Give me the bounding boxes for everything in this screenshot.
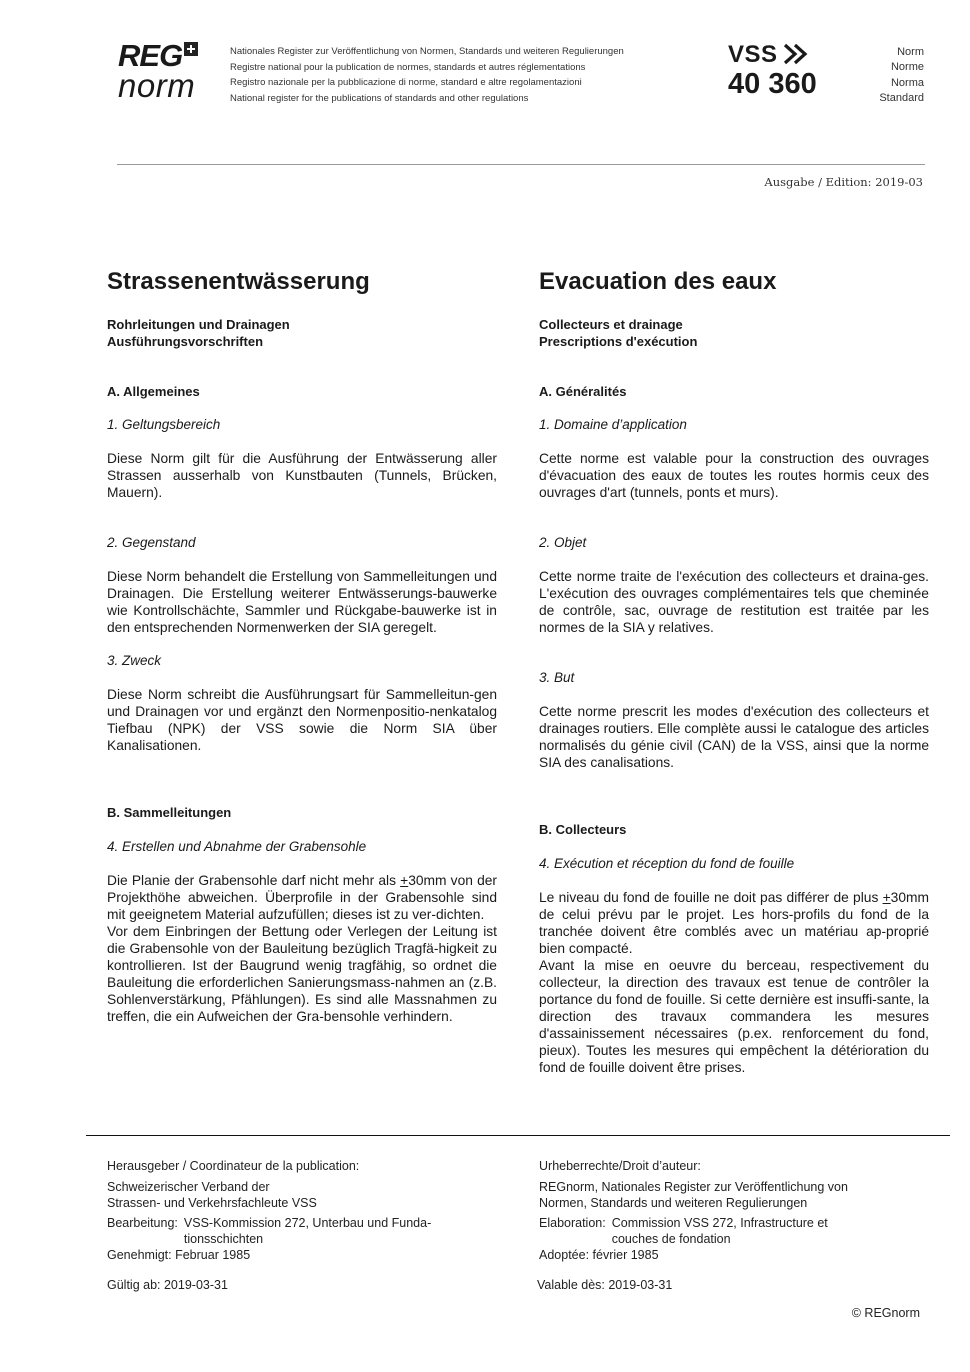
section-4-text-de-end: 30mm von der Projekthöhe abweichen. Überprofile in der Grabensohle sind mit geeignetem Material aufzufüllen; dieses ist zu ver-dichten. bbox=[107, 873, 498, 922]
swiss-cross-icon bbox=[184, 42, 198, 56]
doc-type-de: Norm bbox=[897, 46, 924, 58]
copyright-notice: © REGnorm bbox=[851, 1306, 920, 1320]
section-a-heading-de: A. Allgemeines bbox=[107, 384, 200, 399]
section-1-text-fr: Cette norme est valable pour la construction des ouvrages d'évacuation des eaux de toutes les routes hormis ceux des ouvrages d'art (tunnels, ponts et murs). bbox=[539, 451, 929, 500]
approved-de: Genehmigt: Februar 1985 bbox=[107, 1248, 251, 1262]
footer-divider bbox=[86, 1135, 950, 1136]
doc-type-en: Standard bbox=[879, 91, 924, 104]
subtitle-de-2: Ausführungsvorschriften bbox=[107, 334, 264, 349]
regnorm-logo bbox=[118, 40, 218, 106]
section-2-heading-de: 2. Gegenstand bbox=[107, 535, 196, 550]
section-4-heading-fr: 4. Exécution et réception du fond de fouille bbox=[539, 856, 795, 871]
section-3-text-de: Diese Norm schreibt die Ausführungsart für Sammelleitun-gen und Drainagen vor und ergänzt den Normenpositio-nenkatalog Tiefbau (NPK) der VSS sowie die Norm SIA über Kanalisationen. bbox=[107, 687, 497, 753]
section-1-heading-de: 1. Geltungsbereich bbox=[107, 417, 221, 432]
publisher-name-1: Schweizerischer Verband der bbox=[107, 1180, 270, 1194]
doc-type-it: Norma bbox=[890, 76, 924, 89]
section-4-text-fr bbox=[539, 889, 929, 957]
section-4-text-fr-2: Avant la mise en oeuvre du berceau, respectivement du collecteur, la direction des travaux est tenue de contrôler la portance du fond de fouille. Si cette dernière est insuffi-sante, la direction des travaux commandera les mesures d'assainissement nécessaires (p.ex. renforcement du fond, pieux). Toutes les mesures qui empêchent la détérioration du fond de fouille doivent être prises. bbox=[539, 958, 929, 1075]
section-b-heading-fr: B. Collecteurs bbox=[539, 822, 627, 837]
valid-from-de: Gültig ab: 2019-03-31 bbox=[107, 1278, 228, 1292]
register-description bbox=[230, 44, 624, 106]
register-line-fr: Registre national pour la publication de normes, standards et autres réglementations bbox=[230, 61, 586, 73]
subtitle-de-1: Rohrleitungen und Drainagen bbox=[107, 317, 290, 332]
section-4-text-de-2: Vor dem Einbringen der Bettung oder Verlegen der Leitung ist die Grabensohle von der Bauleitung bezüglich Tragfä-higkeit zu kontrollieren. Ist der Baugrund wenig tragfähig, so ordnet die Bauleitung die erforderlichen Sanierungsmass-nahmen an (z.B. Sohlenverstärkung, Pfählungen). Es sind alle Massnahmen zu treffen, die ein Aufweichen der Gra-bensohle verhindern. bbox=[107, 924, 497, 1024]
section-3-text-fr: Cette norme prescrit les modes d'exécution des collecteurs et drainages routiers. Elle complète aussi le catalogue des articles normalisés du génie civil (CAN) de la VSS, ainsi que la norme SIA des canalisations. bbox=[539, 704, 929, 770]
register-line-it: Registro nazionale per la pubblicazione di norme, standard e altre regolamentazioni bbox=[230, 77, 582, 88]
approved-fr: Adoptée: février 1985 bbox=[539, 1248, 659, 1262]
section-1-heading-fr: 1. Domaine d’application bbox=[539, 417, 687, 432]
section-4-text-fr-end: 30mm de celui prévu par le projet. Les hors-profils du fond de la tranchée doivent être comblés avec un matériau ap-proprié bien compacté. bbox=[539, 890, 929, 956]
elaboration-label: Elaboration: bbox=[539, 1216, 606, 1230]
section-3-heading-de: 3. Zweck bbox=[107, 653, 162, 668]
vss-standard-id bbox=[728, 42, 817, 100]
logo-reg-text: REG bbox=[118, 38, 183, 73]
plus-minus-sign: + bbox=[400, 873, 409, 888]
publisher-label: Herausgeber / Coordinateur de la publication: bbox=[107, 1159, 360, 1173]
title-fr: Evacuation des eaux bbox=[539, 268, 777, 295]
section-a-heading-fr: A. Généralités bbox=[539, 384, 627, 399]
copyright-holder: REGnorm, Nationales Register zur Veröffentlichung von Normen, Standards und weiteren Regulierungen bbox=[539, 1180, 848, 1210]
doc-type-fr: Norme bbox=[890, 61, 924, 74]
subtitle-fr-2: Prescriptions d'exécution bbox=[539, 334, 698, 349]
section-4-text-de-start: Die Planie der Grabensohle darf nicht mehr als bbox=[107, 873, 401, 888]
section-4-text-fr-start: Le niveau du fond de fouille ne doit pas différer de plus bbox=[539, 890, 883, 905]
header-divider bbox=[117, 164, 925, 165]
section-2-text-de: Diese Norm behandelt die Erstellung von Sammelleitungen und Drainagen. Die Erstellung weiterer Entwässerungs-bauwerke wie Kontrollschächte, Sammler und Rückgabe-bauwerke ist in den entsprechenden Normenwerken der SIA geregelt. bbox=[107, 569, 497, 635]
french-column bbox=[539, 266, 929, 1076]
copyright-label: Urheberrechte/Droit d’auteur: bbox=[539, 1159, 701, 1173]
section-2-text-fr: Cette norme traite de l'exécution des collecteurs et draina-ges. L'exécution des ouvrages complémentaires tels que cheminée de contrôle, sac, ouvrage de restitution est traitée par les normes de la SIA y relatives. bbox=[539, 569, 929, 635]
edition-label: Ausgabe / Edition: 2019-03 bbox=[764, 175, 923, 189]
section-2-heading-fr: 2. Objet bbox=[539, 535, 587, 550]
subtitle-fr-1: Collecteurs et drainage bbox=[539, 317, 683, 332]
section-4-text-de bbox=[107, 872, 497, 923]
german-column bbox=[107, 266, 497, 1025]
footer-copyright-fr bbox=[539, 1158, 899, 1263]
elaboration-value: Commission VSS 272, Infrastructure et couches de fondation bbox=[611, 1216, 828, 1246]
section-1-text-de: Diese Norm gilt für die Ausführung der Entwässerung aller Strassen ausserhalb von Kunstbauten (Tunnels, Brücken, Mauern). bbox=[107, 451, 497, 500]
vss-arrows-icon bbox=[781, 42, 809, 66]
footer-publisher-de bbox=[107, 1158, 497, 1263]
plus-minus-sign: + bbox=[882, 890, 891, 905]
bearbeitung-label: Bearbeitung: bbox=[107, 1216, 178, 1230]
bearbeitung-value: VSS-Kommission 272, Unterbau und Funda-tionsschichten bbox=[183, 1216, 432, 1246]
publisher-name-2: Strassen- und Verkehrsfachleute VSS bbox=[107, 1196, 317, 1210]
register-line-de: Nationales Register zur Veröffentlichung von Normen, Standards und weiteren Regulierungen bbox=[230, 46, 624, 57]
vss-logo-text: VSS bbox=[728, 41, 778, 68]
document-type bbox=[879, 45, 924, 106]
logo-norm-text: norm bbox=[118, 67, 196, 104]
section-4-heading-de: 4. Erstellen und Abnahme der Grabensohle bbox=[107, 839, 367, 854]
title-de: Strassenentwässerung bbox=[107, 268, 370, 295]
section-3-heading-fr: 3. But bbox=[539, 670, 575, 685]
register-line-en: National register for the publications of standards and other regulations bbox=[230, 92, 529, 104]
section-b-heading-de: B. Sammelleitungen bbox=[107, 805, 232, 820]
standard-number: 40 360 bbox=[728, 68, 817, 100]
valid-from-fr: Valable dès: 2019-03-31 bbox=[537, 1278, 673, 1292]
